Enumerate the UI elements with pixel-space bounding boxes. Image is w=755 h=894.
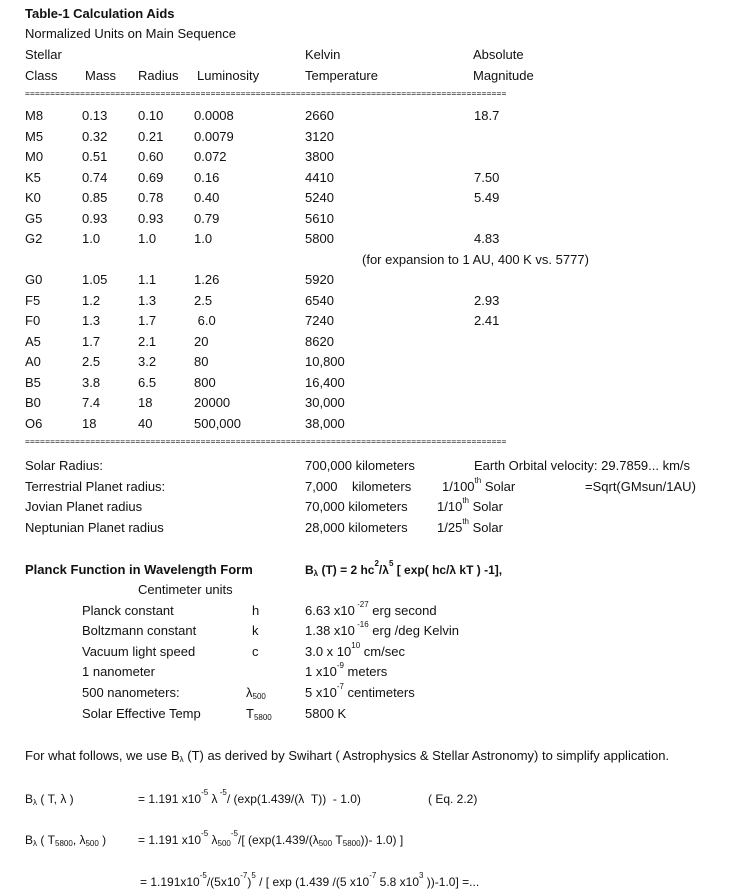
- constant-name: Vacuum light speed: [82, 644, 196, 659]
- header-kelvin: Kelvin: [305, 47, 341, 62]
- mass-cell: 1.2: [82, 293, 101, 308]
- magnitude-cell: 4.83: [474, 231, 500, 246]
- planck-formula: $B_\lambda$ (T) = 2 $hc^2/\lambda^5$ [ exp( hc/λ kT ) -1],: [305, 559, 503, 578]
- temperature-cell: 10,800: [305, 354, 345, 369]
- jovian-ratio: 1/10th Solar: [437, 496, 503, 514]
- constant-value: 5800 K: [305, 706, 347, 721]
- eq1-rhs: = 1.191 $x10^{-5}$ λ $^{-5}$/ (exp(1.439/(λ T)) - 1.0): [138, 788, 361, 806]
- header-luminosity: Luminosity: [197, 68, 260, 83]
- temperature-cell: 30,000: [305, 395, 345, 410]
- magnitude-cell: 7.50: [474, 170, 500, 185]
- luminosity-cell: 0.40: [194, 190, 220, 205]
- centimeter-units: Centimeter units: [138, 582, 233, 597]
- terrestrial-ratio: 1/100th Solar: [442, 476, 516, 494]
- jovian-radius-label: Jovian Planet radius: [25, 499, 143, 514]
- luminosity-cell: 800: [194, 375, 216, 390]
- constant-value: 1 $x10^{-9}$ meters: [305, 661, 388, 679]
- luminosity-cell: 1.26: [194, 272, 220, 287]
- radius-cell: 0.69: [138, 170, 164, 185]
- constant-value: 3.0 x $10^{10}$ cm/sec: [305, 641, 405, 659]
- header-absolute: Absolute: [473, 47, 524, 62]
- constant-name: Solar Effective Temp: [82, 706, 201, 721]
- eq1-lhs: $B_\lambda$ ( T, λ ): [25, 792, 74, 807]
- luminosity-cell: 0.79: [194, 211, 220, 226]
- swihart-note: For what follows, we use $B_\lambda$ (T) as derived by Swihart ( Astrophysics & Stellar Astronomy) to simplify application.: [25, 748, 670, 764]
- constant-symbol: $\lambda_{500}$: [246, 685, 266, 701]
- radius-cell: 3.2: [138, 354, 157, 369]
- top-divider: ================================================================================================: [25, 89, 507, 98]
- luminosity-cell: 80: [194, 354, 209, 369]
- magnitude-cell: 18.7: [474, 108, 500, 123]
- luminosity-cell: 0.0008: [194, 108, 234, 123]
- expansion-note: (for expansion to 1 AU, 400 K vs. 5777): [362, 252, 589, 267]
- temperature-cell: 8620: [305, 334, 334, 349]
- class-cell: A5: [25, 334, 41, 349]
- constant-name: 500 nanometers:: [82, 685, 180, 700]
- class-cell: A0: [25, 354, 41, 369]
- luminosity-cell: 0.16: [194, 170, 220, 185]
- class-cell: K0: [25, 190, 41, 205]
- radius-cell: 1.0: [138, 231, 157, 246]
- radius-cell: 40: [138, 416, 153, 431]
- mass-cell: 0.51: [82, 149, 108, 164]
- mass-cell: 0.85: [82, 190, 108, 205]
- solar-radius-label: Solar Radius:: [25, 458, 104, 473]
- constant-symbol: k: [252, 623, 259, 638]
- constant-name: 1 nanometer: [82, 664, 155, 679]
- constant-value: 5 $x10^{-7}$ centimeters: [305, 682, 415, 700]
- luminosity-cell: 1.0: [194, 231, 213, 246]
- magnitude-cell: 2.41: [474, 313, 500, 328]
- radius-cell: 1.1: [138, 272, 157, 287]
- constant-name: Planck constant: [82, 603, 174, 618]
- class-cell: M5: [25, 129, 44, 144]
- header-stellar: Stellar: [25, 47, 62, 62]
- terrestrial-radius-label: Terrestrial Planet radius:: [25, 479, 166, 494]
- constant-symbol: c: [252, 644, 259, 659]
- radius-cell: 6.5: [138, 375, 157, 390]
- neptunian-radius-label: Neptunian Planet radius: [25, 520, 164, 535]
- mass-cell: 1.3: [82, 313, 101, 328]
- class-cell: B5: [25, 375, 41, 390]
- mass-cell: 3.8: [82, 375, 101, 390]
- class-cell: M8: [25, 108, 44, 123]
- radius-cell: 2.1: [138, 334, 157, 349]
- constant-value: 1.38 x10 $^{-16}$ erg /deg Kelvin: [305, 620, 460, 638]
- radius-cell: 0.60: [138, 149, 164, 164]
- radius-cell: 0.10: [138, 108, 164, 123]
- mass-cell: 0.13: [82, 108, 108, 123]
- radius-cell: 1.3: [138, 293, 157, 308]
- luminosity-cell: 2.5: [194, 293, 213, 308]
- header-temperature: Temperature: [305, 68, 378, 83]
- temperature-cell: 5800: [305, 231, 334, 246]
- radius-cell: 0.78: [138, 190, 164, 205]
- luminosity-cell: 0.0079: [194, 129, 234, 144]
- neptunian-radius-value: 28,000 kilometers: [305, 520, 408, 535]
- luminosity-cell: 20000: [194, 395, 231, 410]
- temperature-cell: 3120: [305, 129, 334, 144]
- solar-radius-value: 700,000 kilometers: [305, 458, 415, 473]
- eq3: = $1.191x10^{-5}/(5x10^{-7})^5$ / [ exp (1.439 /(5 $x10^{-7}$ 5.8 $x10^3$ ))-1.0] =...: [140, 871, 480, 889]
- class-cell: O6: [25, 416, 43, 431]
- mass-cell: 1.05: [82, 272, 108, 287]
- mass-cell: 1.7: [82, 334, 101, 349]
- luminosity-cell: 6.0: [194, 313, 216, 328]
- constant-value: 6.63 x10 $^{-27}$ erg second: [305, 600, 437, 618]
- luminosity-cell: 20: [194, 334, 209, 349]
- mass-cell: 0.93: [82, 211, 108, 226]
- magnitude-cell: 5.49: [474, 190, 500, 205]
- magnitude-cell: 2.93: [474, 293, 500, 308]
- mass-cell: 0.74: [82, 170, 108, 185]
- temperature-cell: 2660: [305, 108, 334, 123]
- temperature-cell: 5610: [305, 211, 334, 226]
- constant-name: Boltzmann constant: [82, 623, 197, 638]
- temperature-cell: 38,000: [305, 416, 345, 431]
- mass-cell: 1.0: [82, 231, 101, 246]
- temperature-cell: 6540: [305, 293, 334, 308]
- header-magnitude: Magnitude: [473, 68, 534, 83]
- class-cell: B0: [25, 395, 41, 410]
- class-cell: M0: [25, 149, 44, 164]
- planck-heading: Planck Function in Wavelength Form: [25, 562, 253, 577]
- constant-symbol: $T_{5800}$: [246, 706, 272, 722]
- class-cell: G0: [25, 272, 43, 287]
- radius-cell: 0.93: [138, 211, 164, 226]
- eq2-lhs: $B_\lambda$ ( $T_{5800}$, $\lambda_{500}$ ): [25, 833, 107, 848]
- header-class: Class: [25, 68, 58, 83]
- class-cell: F0: [25, 313, 41, 328]
- temperature-cell: 4410: [305, 170, 334, 185]
- temperature-cell: 5240: [305, 190, 334, 205]
- eq1-ref: ( Eq. 2.2): [428, 792, 478, 806]
- class-cell: F5: [25, 293, 41, 308]
- terrestrial-radius-value: 7,000 kilometers: [305, 479, 412, 494]
- temperature-cell: 5920: [305, 272, 334, 287]
- table-title: Table-1 Calculation Aids: [25, 6, 175, 21]
- radius-cell: 18: [138, 395, 153, 410]
- mass-cell: 0.32: [82, 129, 108, 144]
- radius-cell: 1.7: [138, 313, 157, 328]
- class-cell: K5: [25, 170, 41, 185]
- mass-cell: 2.5: [82, 354, 101, 369]
- constant-symbol: h: [252, 603, 260, 618]
- header-mass: Mass: [85, 68, 117, 83]
- mass-cell: 18: [82, 416, 97, 431]
- neptunian-ratio: 1/25th Solar: [437, 517, 503, 535]
- earth-orbital-velocity: Earth Orbital velocity: 29.7859... km/s: [474, 458, 691, 473]
- jovian-radius-value: 70,000 kilometers: [305, 499, 408, 514]
- temperature-cell: 3800: [305, 149, 334, 164]
- temperature-cell: 7240: [305, 313, 334, 328]
- mass-cell: 7.4: [82, 395, 101, 410]
- bottom-divider: ================================================================================================: [25, 437, 507, 446]
- sqrt-formula: =Sqrt(GMsun/1AU): [585, 479, 696, 494]
- header-radius: Radius: [138, 68, 179, 83]
- eq2-rhs: = 1.191 $x10^{-5}$ $\lambda_{500}^{-5}/$[ ($\exp(1.439/(\lambda_{500}$ $T_{5800}))-$ 1.0) ]: [138, 829, 404, 848]
- luminosity-cell: 500,000: [194, 416, 241, 431]
- class-cell: G2: [25, 231, 43, 246]
- radius-cell: 0.21: [138, 129, 164, 144]
- luminosity-cell: 0.072: [194, 149, 227, 164]
- table-subtitle: Normalized Units on Main Sequence: [25, 26, 236, 41]
- class-cell: G5: [25, 211, 43, 226]
- temperature-cell: 16,400: [305, 375, 345, 390]
